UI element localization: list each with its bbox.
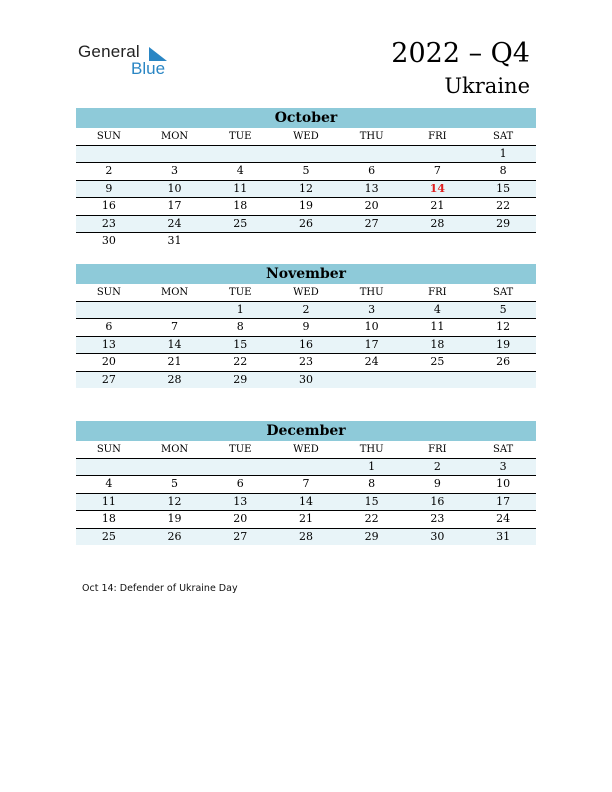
day-cell: 10	[142, 180, 208, 197]
month-grid	[76, 128, 536, 249]
empty-day-cell	[405, 233, 471, 250]
page-title: 2022 – Q4	[391, 38, 530, 69]
day-cell: 4	[207, 163, 273, 180]
weekday-header-row	[76, 284, 536, 302]
day-cell: 20	[76, 354, 142, 371]
empty-day-cell	[273, 146, 339, 163]
empty-day-cell	[207, 146, 273, 163]
brand-logo	[78, 42, 178, 82]
day-cell: 13	[339, 180, 405, 197]
week-row	[76, 180, 536, 197]
logo-word-blue: Blue	[131, 59, 166, 78]
country-name: Ukraine	[444, 74, 530, 98]
day-cell: 22	[207, 354, 273, 371]
day-cell: 20	[339, 198, 405, 215]
day-cell: 14	[273, 493, 339, 510]
day-cell: 30	[101, 234, 116, 248]
day-cell: 29	[470, 215, 536, 232]
day-cell: 26	[470, 354, 536, 371]
day-cell: 28	[273, 528, 339, 545]
day-cell: 15	[207, 336, 273, 353]
day-cell: 12	[470, 319, 536, 336]
day-cell: 5	[142, 476, 208, 493]
holiday-notes	[82, 583, 238, 594]
day-cell: 2	[405, 459, 471, 476]
week-row	[76, 319, 536, 336]
day-cell: 19	[470, 336, 536, 353]
day-cell: 31	[167, 234, 182, 248]
empty-day-cell	[76, 459, 142, 476]
day-cell: 18	[405, 336, 471, 353]
day-cell: 18	[76, 511, 142, 528]
weekday-label: WED	[273, 128, 339, 146]
day-cell: 6	[76, 319, 142, 336]
day-cell: 26	[273, 215, 339, 232]
empty-day-cell	[142, 146, 208, 163]
weekday-label: SAT	[470, 284, 536, 302]
day-cell: 23	[76, 215, 142, 232]
day-cell: 9	[76, 180, 142, 197]
empty-day-cell	[142, 459, 208, 476]
day-cell: 1	[207, 302, 273, 319]
empty-day-cell	[207, 459, 273, 476]
day-cell: 3	[339, 302, 405, 319]
weekday-label: THU	[339, 284, 405, 302]
day-cell: 16	[273, 336, 339, 353]
day-cell: 7	[273, 476, 339, 493]
week-row	[76, 511, 536, 528]
day-cell: 5	[273, 163, 339, 180]
logo-word-general: General	[78, 42, 140, 61]
day-cell: 27	[207, 528, 273, 545]
holiday-day-cell: 14	[405, 180, 471, 197]
day-cell: 9	[405, 476, 471, 493]
weekday-label: THU	[339, 128, 405, 146]
day-cell: 24	[339, 354, 405, 371]
day-cell: 31	[470, 528, 536, 545]
week-row	[76, 163, 536, 180]
day-cell: 24	[470, 511, 536, 528]
empty-day-cell	[76, 146, 142, 163]
day-cell: 1	[470, 146, 536, 163]
week-row	[76, 476, 536, 493]
day-cell: 8	[470, 163, 536, 180]
weekday-label: SUN	[76, 284, 142, 302]
day-cell: 3	[142, 163, 208, 180]
weekday-label: SAT	[470, 441, 536, 459]
day-cell: 8	[207, 319, 273, 336]
day-cell: 21	[273, 511, 339, 528]
day-cell: 10	[470, 476, 536, 493]
week-row	[76, 371, 536, 388]
weekday-label: MON	[142, 128, 208, 146]
day-cell: 13	[207, 493, 273, 510]
empty-day-cell	[142, 302, 208, 319]
day-cell: 4	[76, 476, 142, 493]
month-calendar-november	[76, 264, 536, 388]
day-cell: 7	[142, 319, 208, 336]
day-cell: 6	[207, 476, 273, 493]
month-calendar-december	[76, 421, 536, 545]
day-cell: 10	[339, 319, 405, 336]
weekday-label: MON	[142, 284, 208, 302]
empty-day-cell	[76, 302, 142, 319]
day-cell: 15	[470, 180, 536, 197]
day-cell: 5	[470, 302, 536, 319]
weekday-label: TUE	[207, 441, 273, 459]
day-cell: 13	[76, 336, 142, 353]
month-grid	[76, 441, 536, 545]
day-cell: 30	[405, 528, 471, 545]
empty-day-cell	[405, 146, 471, 163]
weekday-label: MON	[142, 441, 208, 459]
month-name: November	[265, 266, 347, 282]
month-name: October	[274, 110, 338, 126]
day-cell: 16	[76, 198, 142, 215]
week-row	[76, 336, 536, 353]
day-cell: 12	[273, 180, 339, 197]
holiday-note: Oct 14: Defender of Ukraine Day	[82, 583, 238, 594]
month-header	[76, 264, 536, 284]
day-cell: 25	[207, 215, 273, 232]
day-cell: 30	[273, 371, 339, 388]
week-row	[76, 146, 536, 163]
month-calendar-october	[76, 108, 536, 249]
day-cell: 15	[339, 493, 405, 510]
weekday-label: FRI	[405, 128, 471, 146]
day-cell: 20	[207, 511, 273, 528]
day-cell: 23	[405, 511, 471, 528]
day-cell: 11	[405, 319, 471, 336]
day-cell: 21	[142, 354, 208, 371]
empty-day-cell	[273, 233, 339, 250]
day-cell: 29	[207, 371, 273, 388]
week-row	[76, 528, 536, 545]
day-cell: 22	[470, 198, 536, 215]
week-row	[76, 354, 536, 371]
day-cell: 27	[76, 371, 142, 388]
day-cell: 8	[339, 476, 405, 493]
day-cell: 24	[142, 215, 208, 232]
day-cell: 19	[142, 511, 208, 528]
day-cell: 18	[207, 198, 273, 215]
day-cell: 17	[142, 198, 208, 215]
week-row	[76, 459, 536, 476]
weekday-label: FRI	[405, 441, 471, 459]
day-cell: 4	[405, 302, 471, 319]
month-name: December	[266, 423, 346, 439]
day-cell: 7	[405, 163, 471, 180]
empty-day-cell	[470, 233, 536, 250]
day-cell: 25	[76, 528, 142, 545]
week-row	[76, 215, 536, 232]
weekday-label: FRI	[405, 284, 471, 302]
day-cell: 2	[273, 302, 339, 319]
day-cell: 17	[339, 336, 405, 353]
day-cell: 11	[207, 180, 273, 197]
month-header	[76, 108, 536, 128]
empty-day-cell	[339, 146, 405, 163]
week-row	[76, 198, 536, 215]
day-cell: 25	[405, 354, 471, 371]
empty-day-cell	[207, 233, 273, 250]
day-cell: 28	[142, 371, 208, 388]
day-cell: 23	[273, 354, 339, 371]
day-cell: 9	[273, 319, 339, 336]
empty-day-cell	[405, 371, 471, 388]
week-row	[76, 233, 536, 250]
empty-day-cell	[339, 233, 405, 250]
day-cell: 16	[405, 493, 471, 510]
day-cell: 28	[405, 215, 471, 232]
weekday-label: WED	[273, 284, 339, 302]
day-cell: 17	[470, 493, 536, 510]
day-cell: 6	[339, 163, 405, 180]
day-cell: 1	[339, 459, 405, 476]
day-cell: 11	[76, 493, 142, 510]
weekday-label: THU	[339, 441, 405, 459]
weekday-label: WED	[273, 441, 339, 459]
day-cell: 14	[142, 336, 208, 353]
day-cell: 22	[339, 511, 405, 528]
weekday-label: TUE	[207, 284, 273, 302]
day-cell: 2	[76, 163, 142, 180]
day-cell: 29	[339, 528, 405, 545]
weekday-label: SAT	[470, 128, 536, 146]
weekday-header-row	[76, 128, 536, 146]
day-cell: 12	[142, 493, 208, 510]
weekday-label: SUN	[76, 128, 142, 146]
weekday-label: TUE	[207, 128, 273, 146]
week-row	[76, 302, 536, 319]
empty-day-cell	[339, 371, 405, 388]
day-cell: 3	[470, 459, 536, 476]
empty-day-cell	[470, 371, 536, 388]
day-cell: 21	[405, 198, 471, 215]
weekday-label: SUN	[76, 441, 142, 459]
empty-day-cell	[273, 459, 339, 476]
month-header	[76, 421, 536, 441]
weekday-header-row	[76, 441, 536, 459]
month-grid	[76, 284, 536, 388]
day-cell: 19	[273, 198, 339, 215]
day-cell: 26	[142, 528, 208, 545]
day-cell: 27	[339, 215, 405, 232]
week-row	[76, 493, 536, 510]
